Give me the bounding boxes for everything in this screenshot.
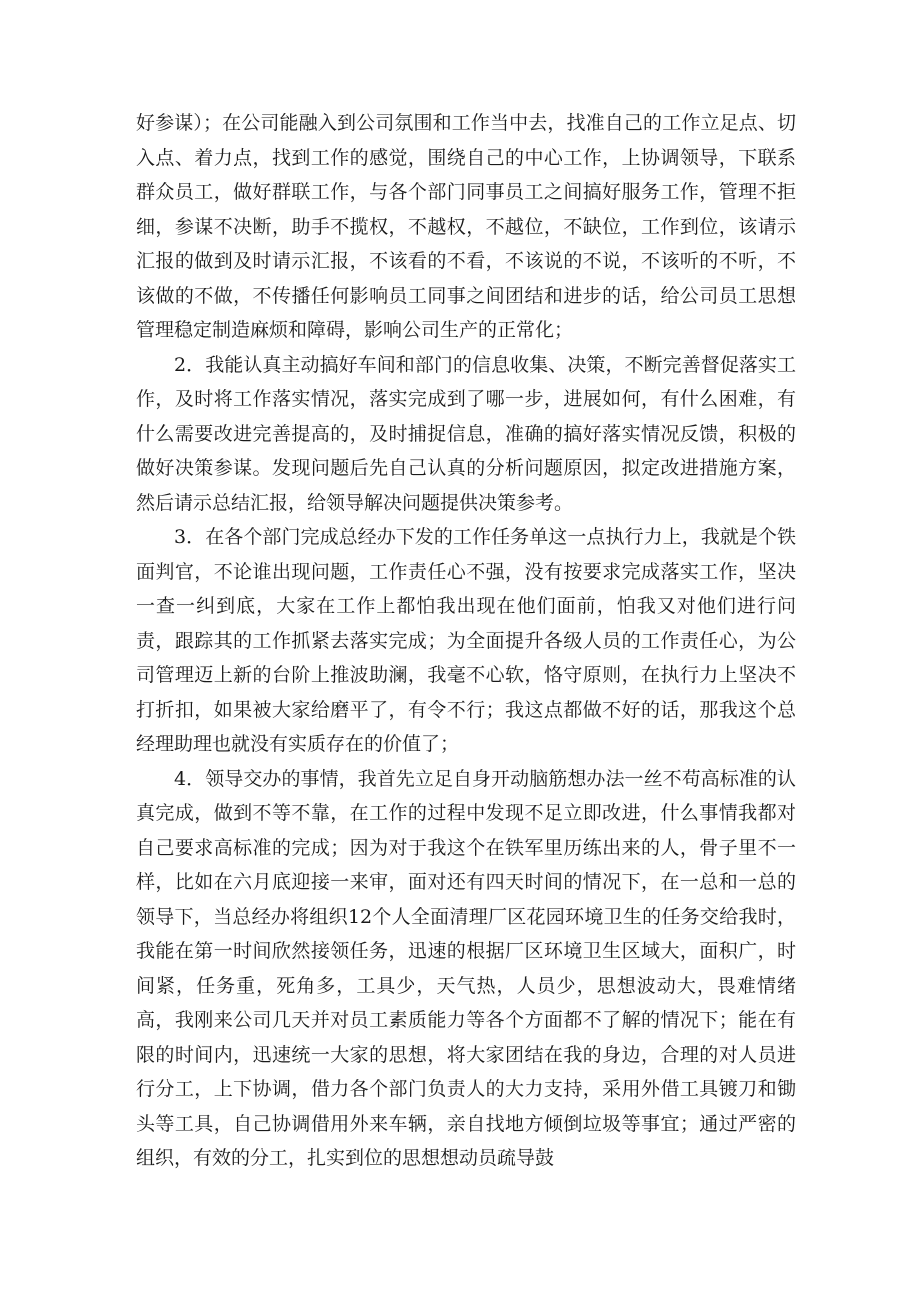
paragraph-item-3: 3．在各个部门完成总经办下发的工作任务单这一点执行力上，我就是个铁面判官，不论谁出现问题，工作责任心不强，没有按要求完成落实工作，坚决一查一纠到底，大家在工作上都怕我出现在他们面前，怕我又对他们进行问责，跟踪其的工作抓紧去落实完成；为全面提升各级人员的工作责任心，为公司管理迈上新的台阶上推波助澜，我毫不心软，恪守原则，在执行力上坚决不打折扣，如果被大家给磨平了，有令不行；我这点都做不好的话，那我这个总经理助理也就没有实质存在的价值了； — [136, 526, 796, 755]
paragraph-continuation: 好参谋）；在公司能融入到公司氛围和工作当中去，找准自己的工作立足点、切入点、着力点，找到工作的感觉，围绕自己的中心工作，上协调领导，下联系群众员工，做好群联工作，与各个部门同事员工之间搞好服务工作，管理不拒细，参谋不决断，助手不揽权，不越权，不越位，不缺位，工作到位，该请示汇报的做到及时请示汇报，不该看的不看，不该说的不说，不该听的不听，不该做的不做，不传播任何影响员工同事之间团结和进步的话，给公司员工思想管理稳定制造麻烦和障碍，影响公司生产的正常化； — [136, 112, 796, 341]
document-body — [136, 106, 796, 1176]
paragraph-item-2: 2．我能认真主动搞好车间和部门的信息收集、决策，不断完善督促落实工作，及时将工作落实情况，落实完成到了哪一步，进展如何，有什么困难，有什么需要改进完善提高的，及时捕捉信息，准确的搞好落实情况反馈，积极的做好决策参谋。发现问题后先自己认真的分析问题原因，拟定改进措施方案，然后请示总结汇报，给领导解决问题提供决策参考。 — [136, 353, 796, 514]
paragraph-item-4: 4．领导交办的事情，我首先立足自身开动脑筋想办法一丝不苟高标准的认真完成，做到不等不靠，在工作的过程中发现不足立即改进，什么事情我都对自己要求高标准的完成；因为对于我这个在铁军里历练出来的人，骨子里不一样，比如在六月底迎接一来审，面对还有四天时间的情况下，在一总和一总的领导下，当总经办将组织12个人全面清理厂区花园环境卫生的任务交给我时，我能在第一时间欣然接领任务，迅速的根据厂区环境卫生区域大，面积广，时间紧，任务重，死角多，工具少，天气热，人员少，思想波动大，畏难情绪高，我刚来公司几天并对员工素质能力等各个方面都不了解的情况下；能在有限的时间内，迅速统一大家的思想，将大家团结在我的身边，合理的对人员进行分工，上下协调，借力各个部门负责人的大力支持，采用外借工具镀刀和锄头等工具，自己协调借用外来车辆，亲自找地方倾倒垃圾等事宜；通过严密的组织，有效的分工，扎实到位的思想想动员疏导鼓 — [136, 767, 796, 1169]
